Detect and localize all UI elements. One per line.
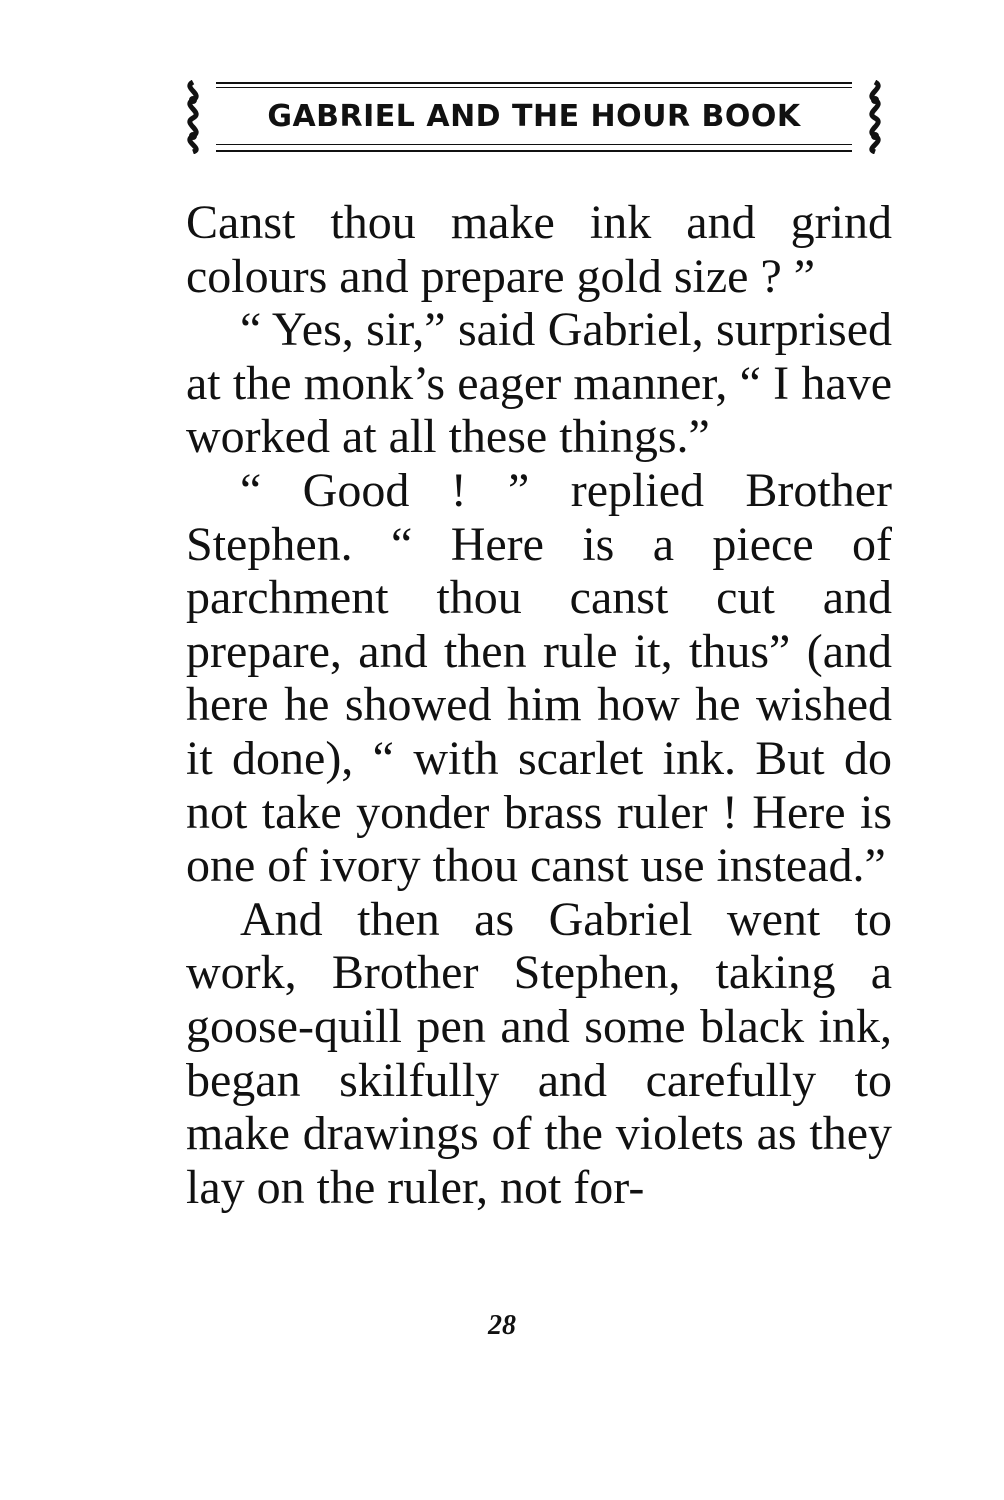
header-rule-bottom bbox=[216, 150, 852, 152]
page-header bbox=[178, 78, 890, 158]
paragraph: “ Good ! ” replied Brother Stephen. “ Here is a piece of parchment thou canst cut and prepare, and then rule it, thus” (and here he showed him how he wished it done), “ with scarlet ink. But do not take yonder brass ruler ! Here is one of ivory thou canst use instead.” bbox=[186, 463, 892, 893]
header-rule-top bbox=[216, 82, 852, 84]
scroll-ornament-icon bbox=[178, 80, 208, 154]
page-number: 28 bbox=[488, 1310, 516, 1341]
paragraph: And then as Gabriel went to work, Brother Stephen, taking a goose-quill pen and some black ink, began skilfully and carefully to make drawings of the violets as they lay on the ruler, not for- bbox=[186, 892, 892, 1214]
body-text bbox=[186, 196, 892, 1214]
running-head: GABRIEL AND THE HOUR BOOK bbox=[267, 99, 801, 134]
paragraph: Canst thou make ink and grind colours and prepare gold size ? ” bbox=[186, 196, 892, 303]
scroll-ornament-icon bbox=[860, 80, 890, 154]
header-rule-top-inner bbox=[216, 87, 852, 88]
header-rule-bottom-inner bbox=[216, 144, 852, 145]
paragraph: “ Yes, sir,” said Gabriel, surprised at the monk’s eager manner, “ I have worked at all these things.” bbox=[186, 303, 892, 464]
